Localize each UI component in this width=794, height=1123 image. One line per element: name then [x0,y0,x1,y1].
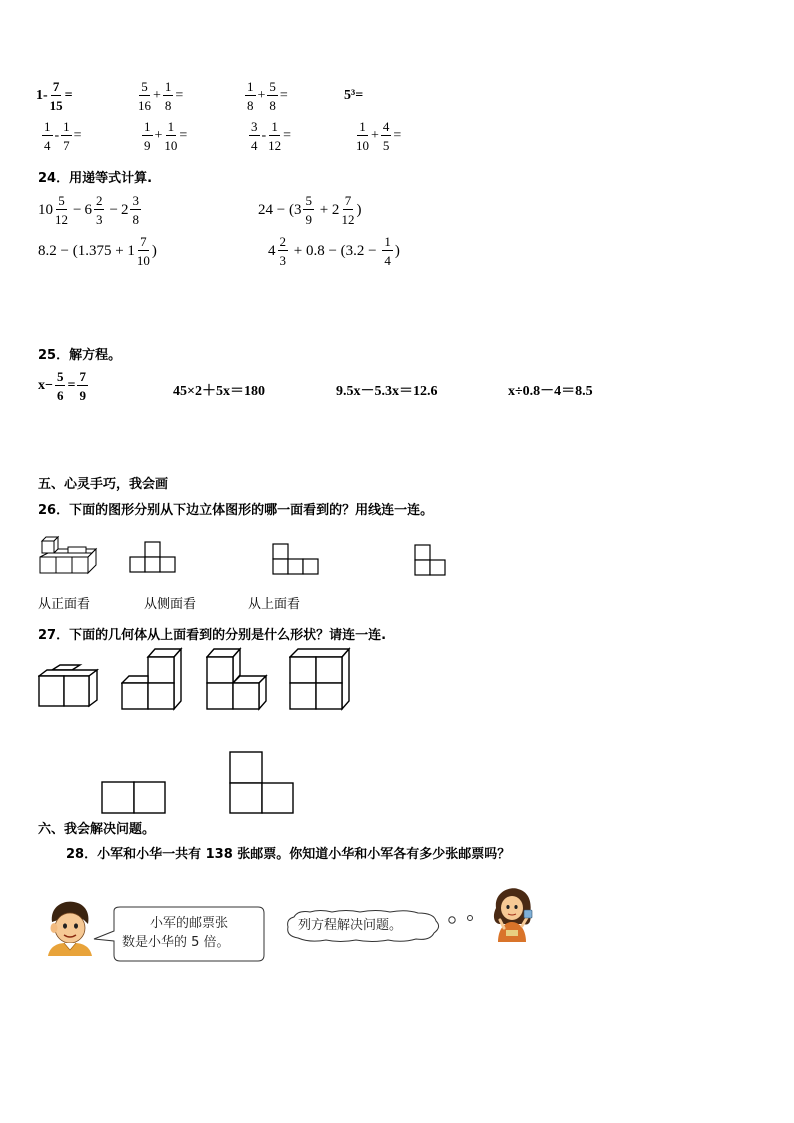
q27-solid-3 [206,647,268,711]
q25-equation-1: x− $\frac{5}{6}$ = $\frac{7}{9}$ [38,369,86,403]
fraction: $\frac{5}{8}$ [269,79,276,113]
fraction: $\frac{7}{9}$ [79,369,86,403]
fraction: $\frac{3}{8}$ [132,193,139,227]
fraction: $\frac{1}{8}$ [164,79,172,113]
q24-expression-1: 10 $\frac{5}{12}$ − 6 $\frac{2}{3}$ − 2 $\frac{3}{8}$ [38,193,139,227]
fraction: $\frac{7}{10}$ [136,234,150,268]
fraction: $\frac{5}{12}$ [55,193,68,227]
section-6-title: 六、我会解决问题。 [38,822,156,837]
oral-calc-2: $\frac{5}{16}$ + $\frac{1}{8}$ = [138,79,184,113]
fraction: $\frac{1}{10}$ [356,119,369,153]
thought-dots [446,912,486,926]
q26-solid-figure [38,533,100,577]
fraction: $\frac{1}{7}$ [63,119,70,153]
left-bubble-line-1: 小军的邮票张 [150,916,229,931]
q26-view-1 [129,540,177,576]
fraction: $\frac{4}{5}$ [382,119,390,153]
fraction: $\frac{5}{6}$ [56,369,64,403]
q27-solid-2 [121,647,185,711]
q26-view-3 [414,543,448,579]
fraction: $\frac{1}{9}$ [144,119,151,153]
q24-title: 24．用递等式计算. [38,171,153,186]
fraction: $\frac{7}{15}$ [49,79,63,113]
q24-expression-3: 8.2 − (1.375 + 1 $\frac{7}{10}$ ) [38,234,157,268]
oral-calc-1: 1 - $\frac{7}{15}$ = [36,79,73,113]
thought-bubble-text: 列方程解决问题。 [298,918,403,933]
q25-equation-4: x÷0.8－4＝8.5 [508,384,593,399]
q25-equation-2: 45×2＋5x＝180 [173,384,265,399]
fraction: $\frac{1}{8}$ [247,79,254,113]
fraction: $\frac{2}{3}$ [95,193,103,227]
q26-label-top: 从上面看 [248,597,301,612]
fraction: $\frac{1}{4}$ [44,119,51,153]
fraction: $\frac{2}{3}$ [279,234,286,268]
q25-equation-3: 9.5x－5.3x＝12.6 [336,384,438,399]
q26-label-side: 从侧面看 [144,597,197,612]
q24-expression-4: 4 $\frac{2}{3}$ + 0.8 − (3.2 − $\frac{1}{4}$ ) [268,234,400,268]
oral-calc-4: 5³= [344,88,364,103]
q27-top-view-2 [229,751,295,815]
fraction: $\frac{1}{4}$ [384,234,391,268]
girl-illustration [488,886,536,942]
q24-expression-2: 24 − (3 $\frac{5}{9}$ + 2 $\frac{7}{12}$ ) [258,193,362,227]
oral-calc-6: $\frac{1}{9}$ + $\frac{1}{10}$ = [144,119,188,153]
section-5-title: 五、心灵手巧，我会画 [38,477,169,492]
q25-title: 25．解方程。 [38,348,122,363]
oral-calc-3: $\frac{1}{8}$ + $\frac{5}{8}$ = [247,79,288,113]
q27-solid-4 [289,647,351,711]
q26-view-2 [272,542,320,578]
oral-calc-5: $\frac{1}{4}$ - $\frac{1}{7}$ = [44,119,82,153]
oral-calc-8: $\frac{1}{10}$ + $\frac{4}{5}$ = [356,119,402,153]
q26-title: 26．下面的图形分别从下边立体图形的哪一面看到的？用线连一连。 [38,503,434,518]
fraction: $\frac{5}{16}$ [138,79,151,113]
fraction: $\frac{5}{9}$ [305,193,312,227]
fraction: $\frac{3}{4}$ [251,119,258,153]
fraction: $\frac{1}{12}$ [268,119,282,153]
q26-label-front: 从正面看 [38,597,91,612]
q27-top-view-1 [101,781,167,815]
fraction: $\frac{1}{10}$ [164,119,178,153]
left-bubble-line-2: 数是小华的 5 倍。 [122,935,230,950]
q28-title: 28．小军和小华一共有 138 张邮票。你知道小华和小军各有多少张邮票吗？ [66,847,511,862]
fraction: $\frac{7}{12}$ [341,193,355,227]
q27-solid-1 [38,664,100,710]
oral-calc-7: $\frac{3}{4}$ - $\frac{1}{12}$ = [251,119,292,153]
q27-title: 27．下面的几何体从上面看到的分别是什么形状？请连一连. [38,628,387,643]
